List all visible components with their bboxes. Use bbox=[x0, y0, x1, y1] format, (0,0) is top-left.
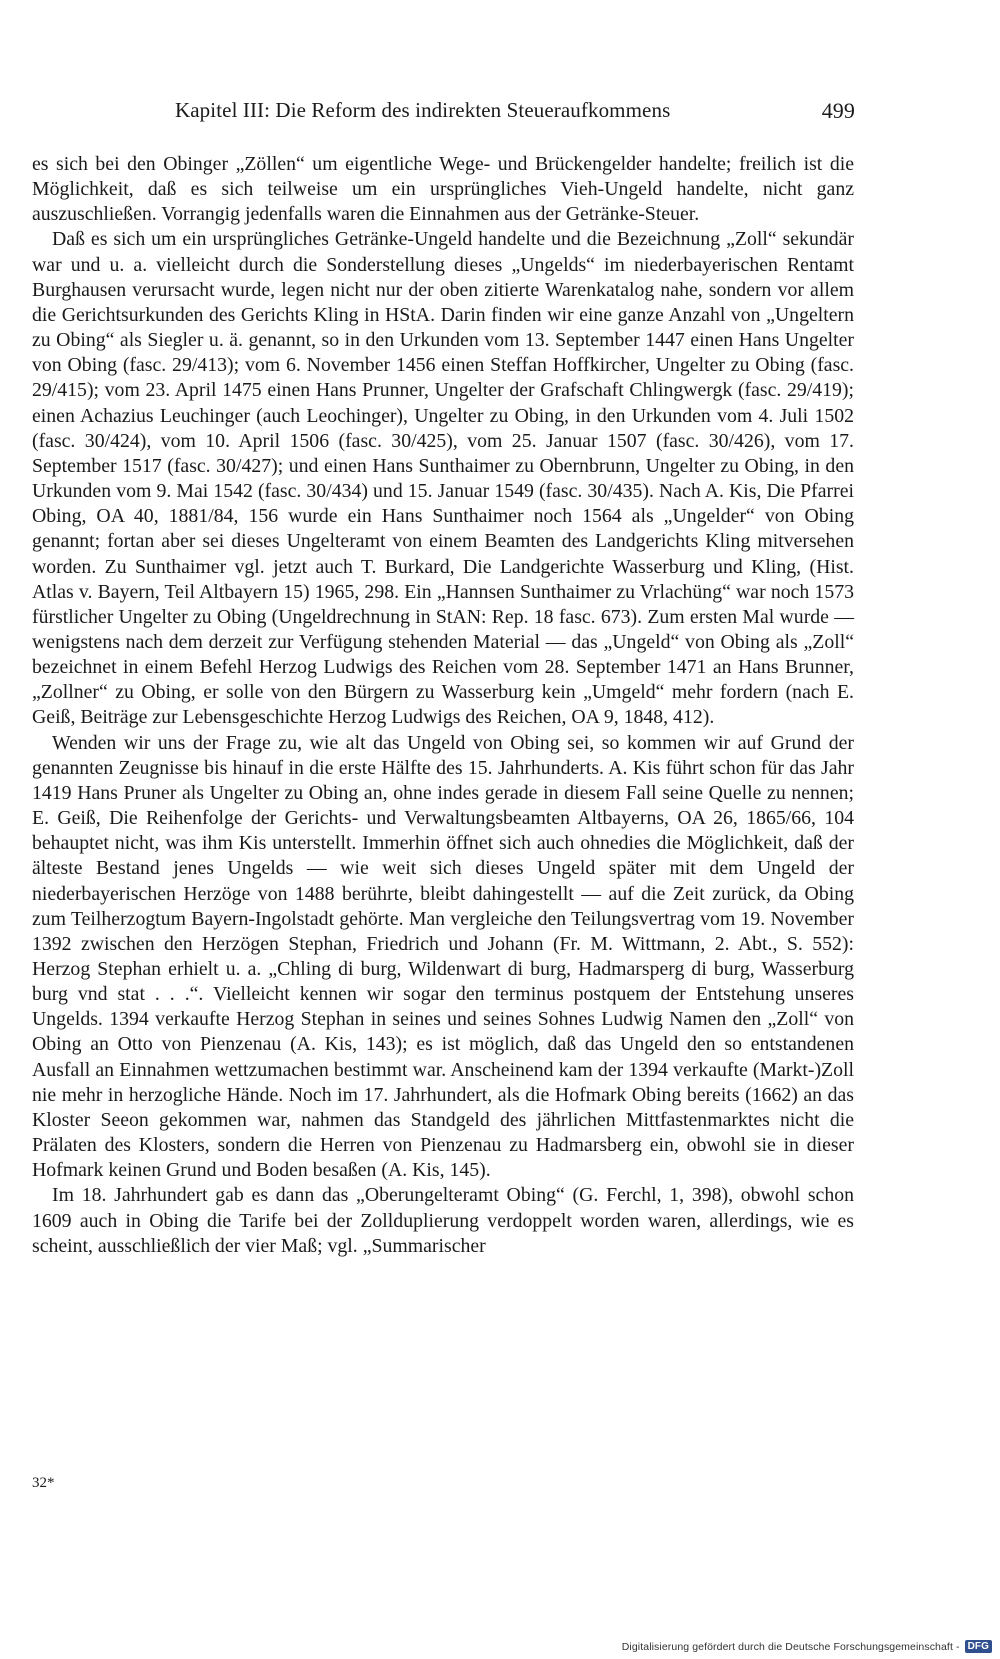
signature-mark: 32* bbox=[32, 1475, 55, 1491]
footer-text: Digitalisierung gefördert durch die Deutsche Forschungsgemeinschaft - bbox=[621, 1640, 960, 1653]
footer-credit bbox=[622, 1640, 992, 1653]
paragraph-4: Im 18. Jahrhundert gab es dann das „Oberungelteramt Obing“ (G. Ferchl, 1, 398), obwohl schon 1609 auch in Obing die Tarife bei der Zollduplierung verdoppelt worden waren, allerdings, wie es scheint, ausschließlich der vier Maß; vgl. „Summarischer bbox=[32, 1184, 854, 1257]
dfg-logo: DFG bbox=[965, 1640, 992, 1653]
paragraph-3: Wenden wir uns der Frage zu, wie alt das Ungeld von Obing sei, so kommen wir auf Grund der genannten Zeugnisse bis hinauf in die erste Hälfte des 15. Jahrhunderts. A. Kis führt schon für das Jahr 1419 Hans Pruner als Ungelter zu Obing an, ohne indes gerade in diesem Fall seine Quelle zu nennen; E. Geiß, Die Reihenfolge der Gerichts- und Verwaltungsbeamten Altbayerns, OA 26, 1865/66, 104 behauptet nicht, was ihm Kis unterstellt. Immerhin öffnet sich auch ohnedies die Möglichkeit, daß der älteste Bestand jenes Ungelds — wie weit sich dieses Ungeld später mit dem Ungeld der niederbayerischen Herzöge von 1488 berührte, bleibt dahingestellt — auf die Zeit zurück, da Obing zum Teilherzogtum Bayern-Ingolstadt gehörte. Man vergleiche den Teilungsvertrag vom 19. November 1392 zwischen den Herzögen Stephan, Friedrich und Johann (Fr. M. Wittmann, 2. Abt., S. 552): Herzog Stephan erhielt u. a. „Chling di burg, Wildenwart di burg, Hadmarsperg di burg, Wasserburg burg vnd stat . . .“. Vielleicht kennen wir sogar den terminus postquem der Entstehung unseres Ungelds. 1394 verkaufte Herzog Stephan in seines und seines Sohnes Ludwig Namen den „Zoll“ von Obing an Otto von Pienzenau (A. Kis, 143); es ist möglich, daß das Ungeld den so entstandenen Ausfall an Einnahmen wettzumachen bestimmt war. Anscheinend kam der 1394 verkaufte (Markt-)Zoll nie mehr in herzogliche Hände. Noch im 17. Jahrhundert, als die Hofmark Obing bereits (1662) an das Kloster Seeon gekommen war, nahmen das Standgeld des jährlichen Mittfastenmarktes nicht die Prälaten des Klosters, sondern die Herren von Pienzenau zu Hadmarsberg ein, obwohl sie in dieser Hofmark keinen Grund und Boden besaßen (A. Kis, 145). bbox=[32, 731, 854, 1182]
paragraph-2: Daß es sich um ein ursprüngliches Getränke-Ungeld handelte und die Bezeichnung „Zoll“ sekundär war und u. a. vielleicht durch die Sonderstellung dieses „Ungelds“ im niederbayerischen Rentamt Burghausen verursacht wurde, legen nicht nur der oben zitierte Warenkatalog nahe, sondern vor allem die Gerichtsurkunden des Gerichts Kling in HStA. Darin finden wir eine ganze Anzahl von „Ungeltern zu Obing“ als Siegler u. ä. genannt, so in den Urkunden vom 13. September 1447 einen Hans Ungelter von Obing (fasc. 29/413); vom 6. November 1456 einen Steffan Hoffkircher, Ungelter zu Obing (fasc. 29/415); vom 23. April 1475 einen Hans Prunner, Ungelter der Grafschaft Chlingwergk (fasc. 29/419); einen Achazius Leuchinger (auch Leochinger), Ungelter zu Obing, in den Urkunden vom 4. Juli 1502 (fasc. 30/424), vom 10. April 1506 (fasc. 30/425), vom 25. Januar 1507 (fasc. 30/426), vom 17. September 1517 (fasc. 30/427); und einen Hans Sunthaimer zu Obernbrunn, Ungelter zu Obing, in den Urkunden vom 9. Mai 1542 (fasc. 30/434) und 15. Januar 1549 (fasc. 30/435). Nach A. Kis, Die Pfarrei Obing, OA 40, 1881/84, 156 wurde ein Hans Sunthaimer noch 1564 als „Ungelder“ von Obing genannt; fortan aber sei dieses Ungelteramt von einem Beamten des Landgerichts Kling mitversehen worden. Zu Sunthaimer vgl. jetzt auch T. Burkard, Die Landgerichte Wasserburg und Kling, (Hist. Atlas v. Bayern, Teil Altbayern 15) 1965, 298. Ein „Hannsen Sunthaimer zu Vrlachüng“ war noch 1573 fürstlicher Ungelter zu Obing (Ungeldrechnung in StAN: Rep. 18 fasc. 673). Zum ersten Mal wurde — wenigstens nach dem derzeit zur Verfügung stehenden Material — das „Ungeld“ von Obing als „Zoll“ bezeichnet in einem Befehl Herzog Ludwigs des Reichen vom 28. September 1471 an Hans Brunner, „Zollner“ zu Obing, er solle von den Bürgern zu Wasserburg kein „Umgeld“ mehr fordern (nach E. Geiß, Beiträge zur Lebensgeschichte Herzog Ludwigs des Reichen, OA 9, 1848, 412). bbox=[32, 228, 854, 729]
running-title: Kapitel III: Die Reform des indirekten Steueraufkommens bbox=[175, 98, 671, 122]
page-body bbox=[32, 152, 854, 1259]
page-number: 499 bbox=[821, 98, 855, 123]
paragraph-1: es sich bei den Obinger „Zöllen“ um eigentliche Wege- und Brückengelder handelte; freilich ist die Möglichkeit, daß es sich teilweise um ein ursprüngliches Vieh-Ungeld handelte, nicht ganz auszuschließen. Vorrangig jedenfalls waren die Einnahmen aus der Getränke-Steuer. bbox=[32, 153, 854, 226]
